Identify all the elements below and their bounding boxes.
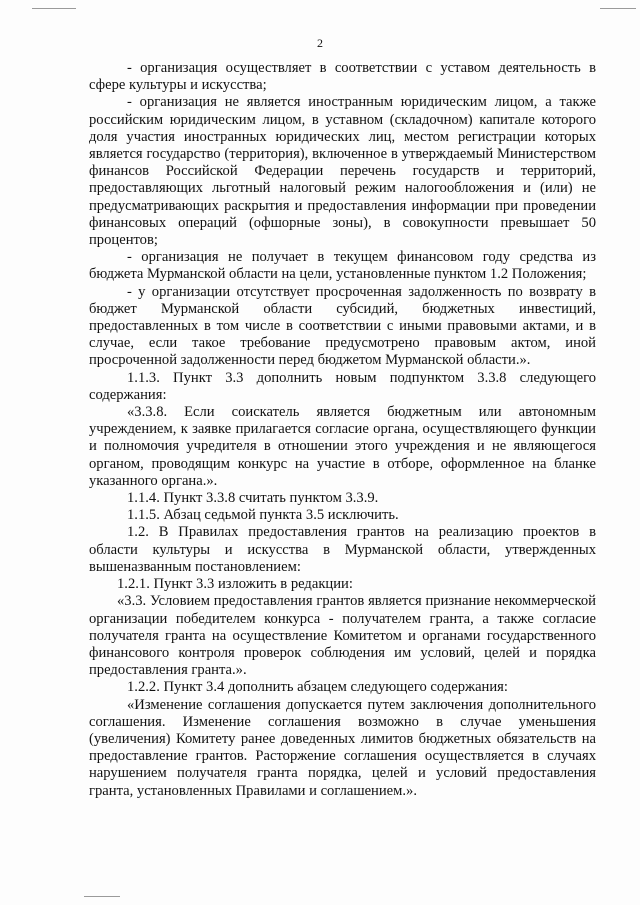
scan-artifact-top-left (32, 8, 76, 9)
paragraph-1-1-4: 1.1.4. Пункт 3.3.8 считать пунктом 3.3.9. (127, 490, 379, 507)
paragraph-agreement-change-quote: «Изменение соглашения допускается путем заключения дополнительного соглашения. Изменение соглашения возможно в случае уменьшения (увеличения) Комитету ранее доведенных лимитов бюджетных обязательств на предоставление грантов. Расторжение соглашения осуществляется в случаях нарушением получателя гранта порядка, целей и условий предоставления гранта, установленных Правилами и соглашением.». (89, 696, 596, 799)
paragraph-1-1-3: 1.1.3. Пункт 3.3 дополнить новым подпунктом 3.3.8 следующего содержания: (89, 369, 596, 403)
scan-artifact-top-right (600, 8, 636, 9)
paragraph-no-budget-funds: - организация не получает в текущем финансовом году средства из бюджета Мурманской области на цели, установленные пунктом 1.2 Положения; (89, 249, 596, 283)
document-body (89, 60, 596, 800)
paragraph-1-2: 1.2. В Правилах предоставления грантов на реализацию проектов в области культуры и искусства в Мурманской области, утвержденных вышеназванным постановлением: (89, 524, 596, 575)
paragraph-3-3-8-quote: «3.3.8. Если соискатель является бюджетным или автономным учреждением, к заявке прилагается согласие органа, осуществляющего функции и полномочия учредителя в отношении этого учреждения и не являющегося органом, проводящим конкурс на участие в отборе, оформленное на бланке указанного органа.». (89, 404, 596, 489)
page-number: 2 (317, 36, 323, 50)
paragraph-1-2-2: 1.2.2. Пункт 3.4 дополнить абзацем следующего содержания: (127, 679, 508, 696)
paragraph-3-3-quote: «3.3. Условием предоставления грантов является признание некоммерческой организации победителем конкурса - получателем гранта, а также согласие получателя гранта на осуществление Комитетом и органами государственного финансового контроля проверок соблюдения им условий, целей и порядка предоставления гранта.». (89, 593, 596, 679)
paragraph-not-foreign-entity: - организация не является иностранным юридическим лицом, а также российским юридическим лицом, в уставном (складочном) капитале которого доля участия иностранных юридических лиц, местом регистрации которых является государство (территория), включенное в утверждаемый Министерством финансов Российской Федерации перечень государств и территорий, предоставляющих льготный налоговый режим налогообложения и (или) не предусматривающих раскрытия и предоставления информации при проведении финансовых операций (офшорные зоны), в совокупности превышает 50 процентов; (89, 94, 596, 249)
paragraph-1-2-1: 1.2.1. Пункт 3.3 изложить в редакции: (117, 576, 353, 593)
scan-artifact-bottom-left (84, 896, 120, 897)
paragraph-1-1-5: 1.1.5. Абзац седьмой пункта 3.5 исключить. (127, 507, 399, 524)
paragraph-no-overdue-debt: - у организации отсутствует просроченная задолженность по возврату в бюджет Мурманской области субсидий, бюджетных инвестиций, предоставленных в том числе в соответствии с иными правовыми актами, и в случае, если такое требование предусмотрено правовым актом, иной просроченной задолженности перед бюджетом Мурманской области.». (89, 283, 596, 369)
paragraph-activity-sphere: - организация осуществляет в соответствии с уставом деятельность в сфере культуры и искусства; (89, 60, 596, 94)
